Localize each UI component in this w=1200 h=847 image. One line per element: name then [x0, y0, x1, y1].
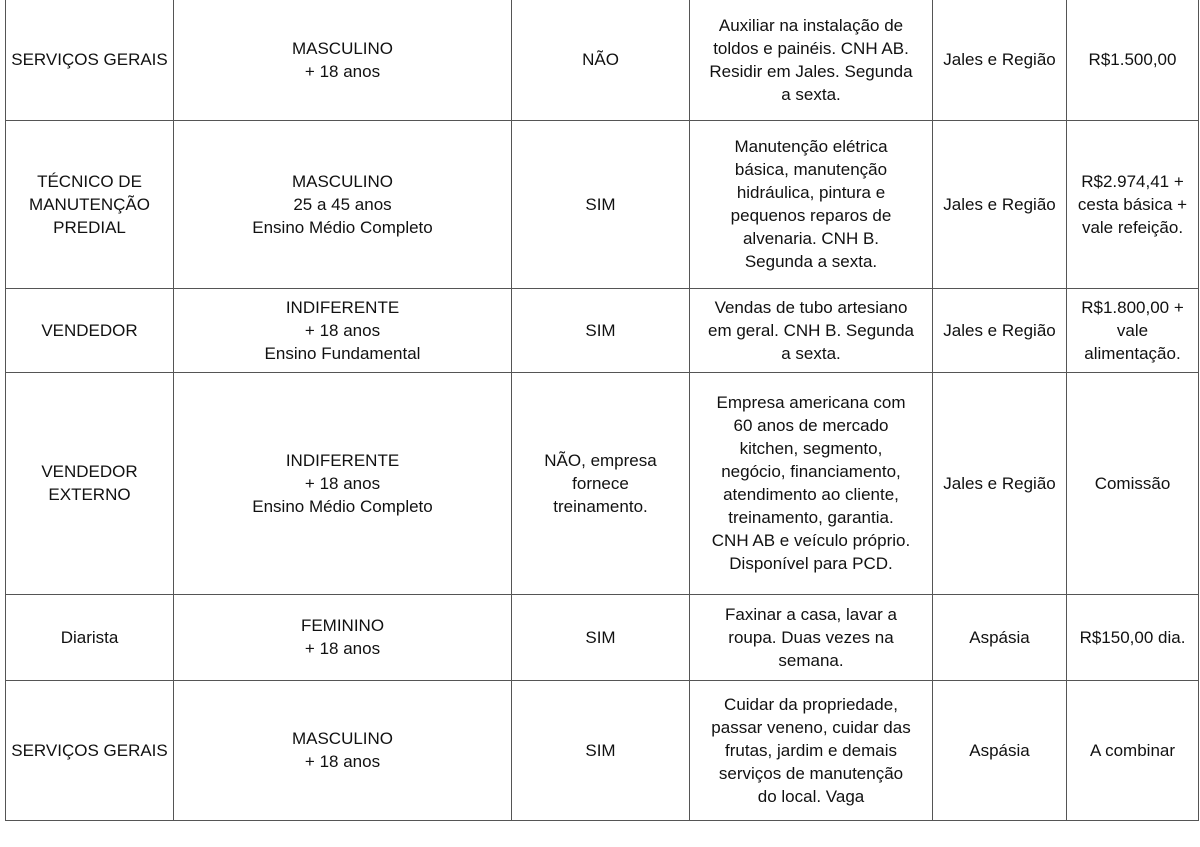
job-title-cell: SERVIÇOS GERAIS — [6, 680, 174, 820]
description-cell: Auxiliar na instalação de toldos e painéis. CNH AB. Residir em Jales. Segunda a sexta. — [690, 0, 933, 120]
description-cell: Cuidar da propriedade, passar veneno, cuidar das frutas, jardim e demais serviços de manutenção do local. Vaga — [690, 680, 933, 820]
job-title-cell: TÉCNICO DE MANUTENÇÃO PREDIAL — [6, 120, 174, 288]
requirements-cell: MASCULINO 25 a 45 anos Ensino Médio Completo — [174, 120, 512, 288]
experience-cell: SIM — [512, 594, 690, 680]
experience-cell: NÃO — [512, 0, 690, 120]
salary-cell: R$2.974,41 + cesta básica + vale refeição. — [1067, 120, 1199, 288]
table-row — [6, 288, 1199, 372]
location-cell: Aspásia — [933, 594, 1067, 680]
requirements-cell: INDIFERENTE + 18 anos Ensino Médio Completo — [174, 372, 512, 594]
salary-cell: R$150,00 dia. — [1067, 594, 1199, 680]
location-cell: Jales e Região — [933, 0, 1067, 120]
table-row — [6, 120, 1199, 288]
description-cell: Empresa americana com 60 anos de mercado kitchen, segmento, negócio, financiamento, atendimento ao cliente, treinamento, garantia. CNH AB e veículo próprio. Disponível para PCD. — [690, 372, 933, 594]
requirements-cell: FEMININO + 18 anos — [174, 594, 512, 680]
requirements-cell: MASCULINO + 18 anos — [174, 680, 512, 820]
location-cell: Jales e Região — [933, 120, 1067, 288]
job-title-cell: Diarista — [6, 594, 174, 680]
salary-cell: R$1.500,00 — [1067, 0, 1199, 120]
table-row — [6, 594, 1199, 680]
salary-cell: A combinar — [1067, 680, 1199, 820]
description-cell: Manutenção elétrica básica, manutenção hidráulica, pintura e pequenos reparos de alvenaria. CNH B. Segunda a sexta. — [690, 120, 933, 288]
job-title-cell: VENDEDOR EXTERNO — [6, 372, 174, 594]
requirements-cell: INDIFERENTE + 18 anos Ensino Fundamental — [174, 288, 512, 372]
job-title-cell: SERVIÇOS GERAIS — [6, 0, 174, 120]
experience-cell: SIM — [512, 680, 690, 820]
location-cell: Aspásia — [933, 680, 1067, 820]
table-row — [6, 0, 1199, 120]
table-row — [6, 680, 1199, 820]
experience-cell: NÃO, empresa fornece treinamento. — [512, 372, 690, 594]
experience-cell: SIM — [512, 120, 690, 288]
job-title-cell: VENDEDOR — [6, 288, 174, 372]
salary-cell: R$1.800,00 + vale alimentação. — [1067, 288, 1199, 372]
description-cell: Vendas de tubo artesiano em geral. CNH B. Segunda a sexta. — [690, 288, 933, 372]
requirements-cell: MASCULINO + 18 anos — [174, 0, 512, 120]
experience-cell: SIM — [512, 288, 690, 372]
location-cell: Jales e Região — [933, 372, 1067, 594]
description-cell: Faxinar a casa, lavar a roupa. Duas vezes na semana. — [690, 594, 933, 680]
job-listings-table — [5, 0, 1199, 821]
location-cell: Jales e Região — [933, 288, 1067, 372]
salary-cell: Comissão — [1067, 372, 1199, 594]
table-row — [6, 372, 1199, 594]
